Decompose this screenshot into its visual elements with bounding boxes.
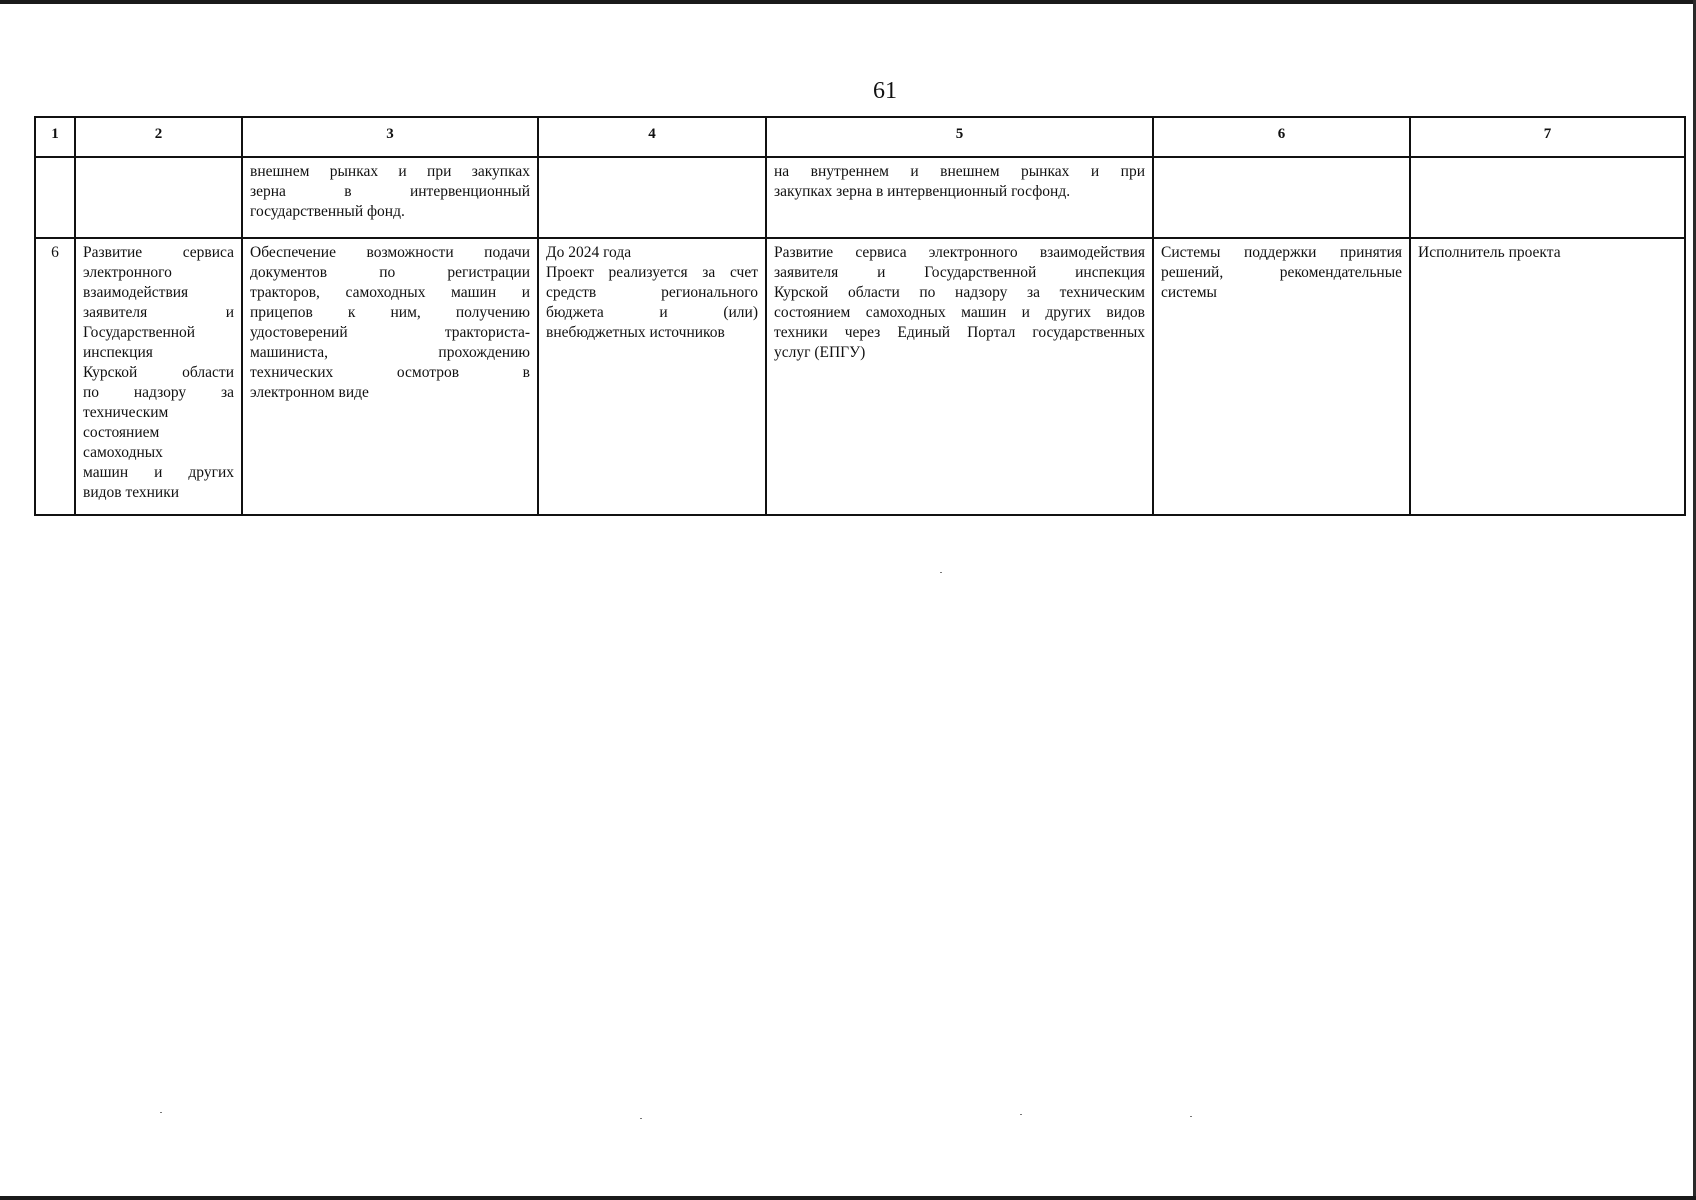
text-line: видов техники (83, 484, 180, 501)
page-number: 61 (873, 78, 897, 104)
text-line: Исполнитель проекта (1418, 244, 1561, 261)
text-line: техники через Единый Портал государственных (774, 324, 1145, 341)
text-line: на внутреннем и внешнем рынках и при (774, 163, 1145, 180)
text-line: зерна в интервенционный (250, 183, 530, 200)
text-line: государственный фонд. (250, 203, 405, 220)
cell-cont-executor (1410, 157, 1685, 238)
table-row-continuation (35, 157, 1685, 238)
cell-row6-number: 6 (35, 238, 75, 515)
text-line: Проект реализуется за счет (546, 264, 758, 281)
text-line: Курской области по надзору за техническим (774, 284, 1145, 301)
scan-border-bottom (0, 1196, 1696, 1200)
text-line: Государственной (83, 324, 196, 341)
header-col-3: 3 (242, 117, 538, 157)
text-line: Обеспечение возможности подачи (250, 244, 530, 261)
header-col-6: 6 (1153, 117, 1410, 157)
text-line: закупках зерна в интервенционный госфонд. (774, 183, 1071, 200)
text-line: заявителя и (83, 304, 234, 321)
text-line: системы (1161, 284, 1217, 301)
text-line: тракторов, самоходных машин и (250, 284, 530, 301)
text-line: заявителя и Государственной инспекция (774, 264, 1145, 281)
text-line: бюджета и (или) (546, 304, 758, 321)
text-line: техническим (83, 404, 169, 421)
cell-row6-name (75, 238, 242, 515)
header-row (35, 117, 1685, 157)
cell-row6-terms (538, 238, 766, 515)
text-line: взаимодействия (83, 284, 189, 301)
text-line: технических осмотров в (250, 364, 530, 381)
header-col-1: 1 (35, 117, 75, 157)
text-line: инспекция (83, 344, 153, 361)
cell-cont-result (766, 157, 1153, 238)
table-row-6 (35, 238, 1685, 515)
text-line: Курской области (83, 364, 234, 381)
cell-row6-systems (1153, 238, 1410, 515)
text-line: состоянием (83, 424, 160, 441)
cell-row6-description (242, 238, 538, 515)
text-line: машиниста, прохождению (250, 344, 530, 361)
text-line: Системы поддержки принятия (1161, 244, 1402, 261)
header-col-7: 7 (1410, 117, 1685, 157)
text-line: машин и других (83, 464, 234, 481)
scan-speck (1190, 1116, 1192, 1117)
text-line: электронного (83, 264, 172, 281)
text-line: удостоверений тракториста- (250, 324, 530, 341)
text-line: решений, рекомендательные (1161, 264, 1402, 281)
cell-row6-result (766, 238, 1153, 515)
text-line: состоянием самоходных машин и других видов (774, 304, 1145, 321)
text-line: электронном виде (250, 384, 369, 401)
header-col-5: 5 (766, 117, 1153, 157)
text-line: средств регионального (546, 284, 758, 301)
measures-table (34, 116, 1686, 516)
text-line: До 2024 года (546, 244, 632, 261)
text-line: внешнем рынках и при закупках (250, 163, 530, 180)
cell-cont-name (75, 157, 242, 238)
scan-speck (640, 1118, 642, 1119)
scan-border-top (0, 0, 1696, 4)
text-line: услуг (ЕПГУ) (774, 344, 866, 361)
text-line: Развитие сервиса (83, 244, 234, 261)
scan-speck (1020, 1114, 1022, 1115)
text-line: внебюджетных источников (546, 324, 725, 341)
cell-cont-number (35, 157, 75, 238)
text-line: по надзору за (83, 384, 234, 401)
header-col-2: 2 (75, 117, 242, 157)
text-line: самоходных (83, 444, 163, 461)
scan-speck (940, 572, 942, 573)
cell-cont-description (242, 157, 538, 238)
scan-speck (160, 1112, 162, 1113)
text-line: Развитие сервиса электронного взаимодействия (774, 244, 1145, 261)
text-line: документов по регистрации (250, 264, 530, 281)
cell-row6-executor (1410, 238, 1685, 515)
cell-cont-terms (538, 157, 766, 238)
header-col-4: 4 (538, 117, 766, 157)
cell-cont-systems (1153, 157, 1410, 238)
text-line: прицепов к ним, получению (250, 304, 530, 321)
